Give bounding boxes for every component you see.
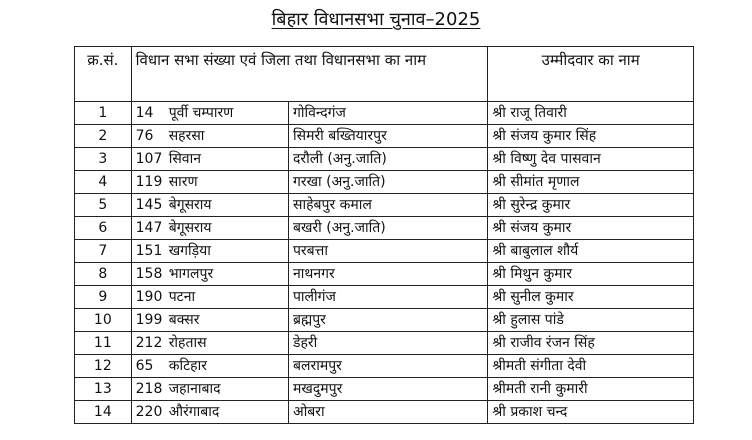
row-constituency: दरौली (अनु.जाति) [288, 148, 487, 171]
row-constituency-number: 145 [131, 194, 165, 217]
row-serial: 2 [75, 125, 132, 148]
row-candidate: श्री प्रकाश चन्द [488, 401, 694, 424]
row-candidate: श्री मिथुन कुमार [488, 263, 694, 286]
row-district: बेगूसराय [165, 217, 289, 240]
row-constituency-number: 14 [131, 102, 165, 125]
row-district: खगड़िया [165, 240, 289, 263]
row-candidate: श्रीमती संगीता देवी [488, 355, 694, 378]
row-constituency: साहेबपुर कमाल [288, 194, 487, 217]
row-constituency-number: 119 [131, 171, 165, 194]
row-serial: 11 [75, 332, 132, 355]
row-district: भागलपुर [165, 263, 289, 286]
row-district: औरंगाबाद [165, 401, 289, 424]
table-row [75, 240, 694, 263]
row-serial: 5 [75, 194, 132, 217]
row-constituency-number: 107 [131, 148, 165, 171]
row-constituency-number: 147 [131, 217, 165, 240]
row-constituency: गोविन्दगंज [288, 102, 487, 125]
row-constituency-number: 65 [131, 355, 165, 378]
table-row [75, 263, 694, 286]
header-constituency: विधान सभा संख्या एवं जिला तथा विधानसभा का नाम [131, 47, 488, 102]
row-district: जहानाबाद [165, 378, 289, 401]
row-candidate: श्री विष्णु देव पासवान [488, 148, 694, 171]
row-constituency-number: 199 [131, 309, 165, 332]
table-row [75, 171, 694, 194]
row-candidate: श्री राजू तिवारी [488, 102, 694, 125]
row-candidate: श्रीमती रानी कुमारी [488, 378, 694, 401]
row-constituency: पालीगंज [288, 286, 487, 309]
row-candidate: श्री संजय कुमार [488, 217, 694, 240]
row-constituency: डेहरी [288, 332, 487, 355]
row-constituency-number: 218 [131, 378, 165, 401]
table-row [75, 401, 694, 424]
row-constituency: बखरी (अनु.जाति) [288, 217, 487, 240]
header-candidate: उम्मीदवार का नाम [488, 47, 694, 102]
row-candidate: श्री संजय कुमार सिंह [488, 125, 694, 148]
page-title: बिहार विधानसभा चुनाव–2025 [271, 9, 481, 30]
row-serial: 3 [75, 148, 132, 171]
row-serial: 10 [75, 309, 132, 332]
row-serial: 6 [75, 217, 132, 240]
candidate-table [74, 46, 694, 424]
table-row [75, 194, 694, 217]
row-constituency: मखदुमपुर [288, 378, 487, 401]
row-serial: 8 [75, 263, 132, 286]
table-header-row [75, 47, 694, 102]
row-constituency-number: 76 [131, 125, 165, 148]
row-constituency-number: 151 [131, 240, 165, 263]
table-row [75, 102, 694, 125]
row-district: पटना [165, 286, 289, 309]
row-constituency: सिमरी बख्तियारपुर [288, 125, 487, 148]
row-district: बक्सर [165, 309, 289, 332]
row-serial: 12 [75, 355, 132, 378]
table-row [75, 125, 694, 148]
row-serial: 14 [75, 401, 132, 424]
table-row [75, 378, 694, 401]
row-constituency: गरखा (अनु.जाति) [288, 171, 487, 194]
row-candidate: श्री बाबुलाल शौर्य [488, 240, 694, 263]
table-row [75, 332, 694, 355]
table-row [75, 286, 694, 309]
table-row [75, 355, 694, 378]
table-body [75, 102, 694, 424]
row-district: सहरसा [165, 125, 289, 148]
row-constituency: परबत्ता [288, 240, 487, 263]
row-constituency-number: 220 [131, 401, 165, 424]
row-candidate: श्री सीमांत मृणाल [488, 171, 694, 194]
table-row [75, 309, 694, 332]
row-candidate: श्री हुलास पांडे [488, 309, 694, 332]
row-constituency-number: 158 [131, 263, 165, 286]
row-candidate: श्री सुनील कुमार [488, 286, 694, 309]
header-serial: क्र.सं. [75, 47, 132, 102]
row-constituency-number: 190 [131, 286, 165, 309]
row-serial: 7 [75, 240, 132, 263]
row-constituency-number: 212 [131, 332, 165, 355]
row-candidate: श्री सुरेन्द्र कुमार [488, 194, 694, 217]
row-district: रोहतास [165, 332, 289, 355]
row-candidate: श्री राजीव रंजन सिंह [488, 332, 694, 355]
row-district: पूर्वी चम्पारण [165, 102, 289, 125]
table-row [75, 217, 694, 240]
row-constituency: ओबरा [288, 401, 487, 424]
row-district: सिवान [165, 148, 289, 171]
row-constituency: नाथनगर [288, 263, 487, 286]
row-serial: 4 [75, 171, 132, 194]
row-serial: 9 [75, 286, 132, 309]
row-serial: 13 [75, 378, 132, 401]
row-constituency: ब्रह्मपुर [288, 309, 487, 332]
row-district: बेगूसराय [165, 194, 289, 217]
row-serial: 1 [75, 102, 132, 125]
row-district: कटिहार [165, 355, 289, 378]
table-row [75, 148, 694, 171]
row-district: सारण [165, 171, 289, 194]
row-constituency: बलरामपुर [288, 355, 487, 378]
